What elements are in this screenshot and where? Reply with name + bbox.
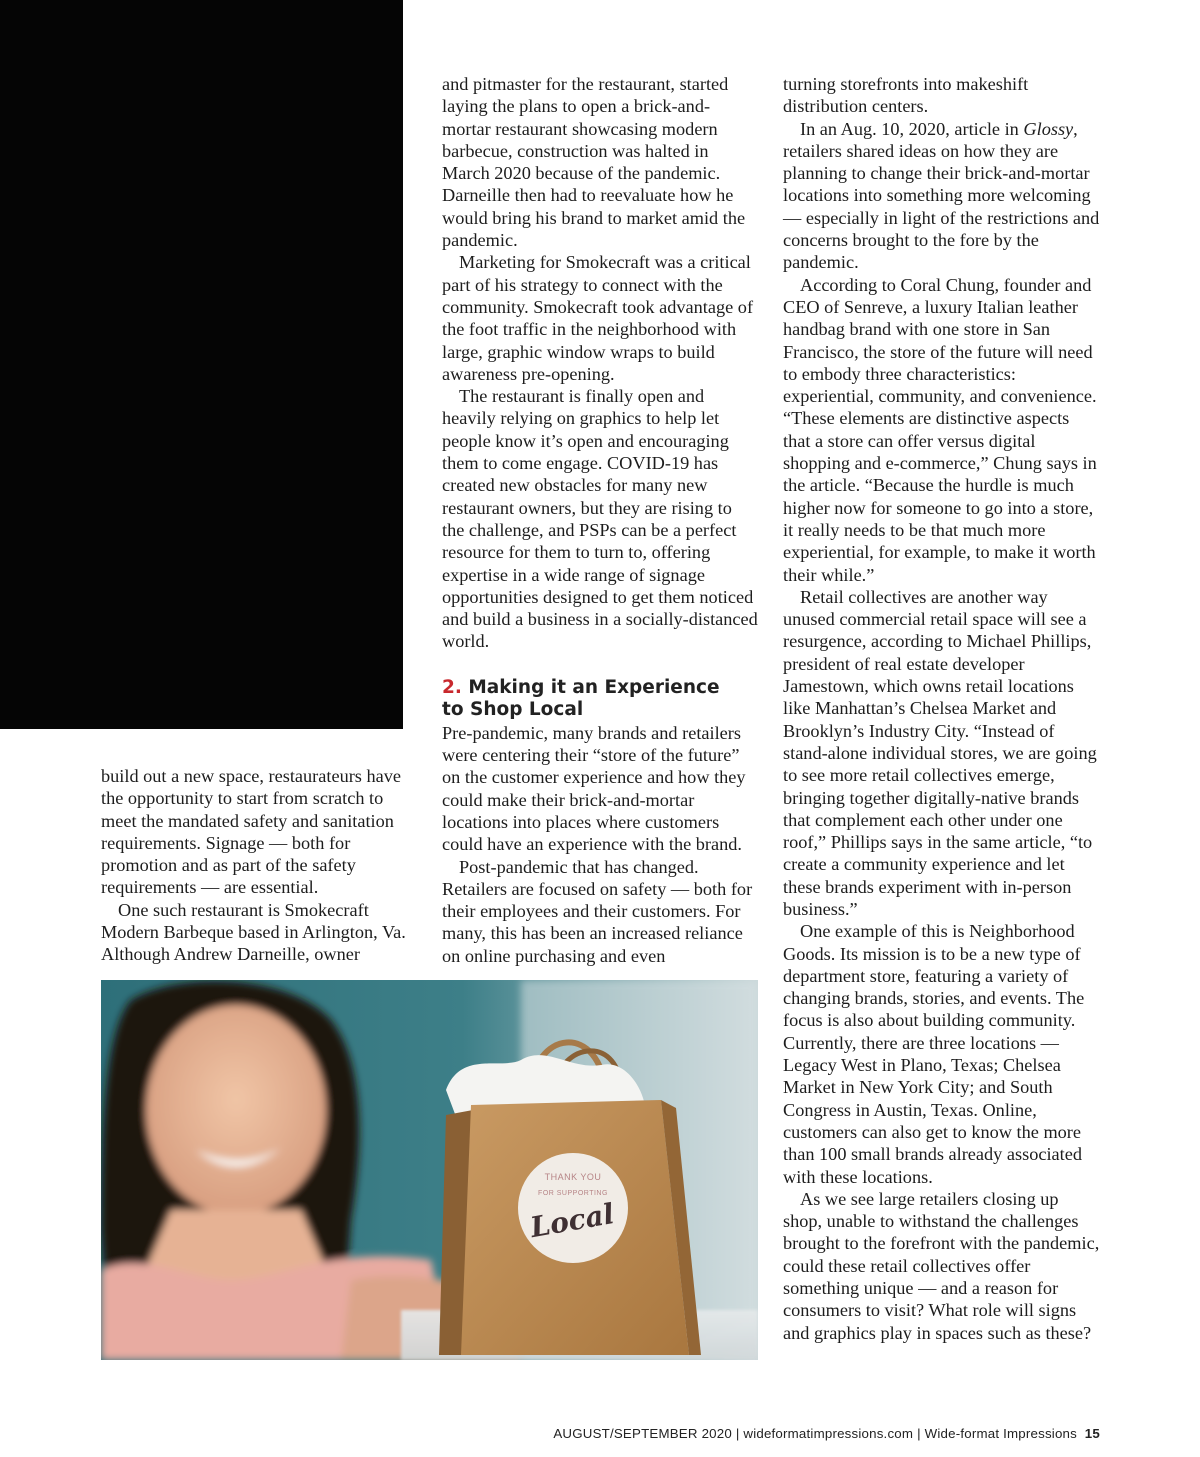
paragraph: Marketing for Smokecraft was a critical part of his strategy to connect with the community. Smokecraft took advantage of the foot traffic in the neighborhood with large, graphic window wraps to build awareness pre-opening. <box>442 252 754 384</box>
paragraph <box>783 118 1101 274</box>
paragraph: According to Coral Chung, founder and CEO of Senreve, a luxury Italian leather handbag brand with one store in San Francisco, the store of the future will need to embody three characteristics: experiential, community, and convenience. “These elements are distinctive aspects that a store can offer versus digital shopping and e-commerce,” Chung says in the article. “Because the hurdle is much higher now for someone to go into a store, it really needs to be that much more experiential, for example, to make it worth their while.” <box>783 274 1097 585</box>
section-heading-line2: to Shop Local <box>442 699 584 721</box>
page-footer <box>520 1426 1100 1441</box>
paragraph: turning storefronts into makeshift distribution centers. <box>783 74 1029 117</box>
publication-name: Glossy <box>1023 118 1074 139</box>
footer-text: AUGUST/SEPTEMBER 2020 | wideformatimpressions.com | Wide-format Impressions <box>553 1426 1077 1441</box>
paragraph: The restaurant is finally open and heavily relying on graphics to help let people know it’s open and encouraging them to come engage. COVID-19 has created new obstacles for many new restaurant owners, but they are rising to the challenge, and PSPs can be a perfect resource for them to turn to, offering expertise in a wide range of signage opportunities designed to get them noticed and build a business in a socially-distanced world. <box>442 386 758 652</box>
paragraph: As we see large retailers closing up shop, unable to withstand the challenges brought to the forefront with the pandemic, could these retail collectives offer something unique — and a reason for consumers to visit? What role will signs and graphics play in spaces such as these? <box>783 1188 1100 1343</box>
sticker-line1: THANK YOU <box>544 1172 602 1182</box>
column-left <box>101 765 413 966</box>
paragraph: Retail collectives are another way unused commercial retail space will see a resurgence, according to Michael Phillips, president of real estate developer Jamestown, which owns retail locations like Manhattan’s Chelsea Market and Brooklyn’s Industry City. “Instead of stand-alone individual stores, we are going to see more retail collectives emerge, bringing together digitally-native brands that complement each other under one roof,” Phillips says in the same article, “to create a community experience and let these brands experiment with in-person business.” <box>783 586 1097 919</box>
column-right <box>783 73 1101 1344</box>
black-image-block <box>0 0 403 729</box>
sticker-line2: FOR SUPPORTING <box>538 1190 608 1197</box>
paragraph: Post-pandemic that has changed. Retailers are focused on safety — both for their employees and their customers. For many, this has been an increased reliance on online purchasing and even <box>442 856 753 966</box>
paragraph: and pitmaster for the restaurant, started laying the plans to open a brick-and-mortar restaurant showcasing modern barbecue, construction was halted in March 2020 because of the pandemic. Darneille then had to reevaluate how he would bring his brand to market amid the pandemic. <box>442 74 746 251</box>
section-heading-line1: Making it an Experience <box>468 676 720 698</box>
paragraph-text: , retailers shared ideas on how they are planning to change their brick-and-mortar locations into something more welcoming — especially in light of the restrictions and concerns brought to the fore by the pandemic. <box>783 118 1100 273</box>
section-heading <box>442 677 758 722</box>
paragraph: build out a new space, restaurateurs have the opportunity to start from scratch to meet the mandated safety and sanitation requirements. Signage — both for promotion and as part of the safety requirements — are essential. <box>101 766 401 898</box>
shopping-bag-photo <box>101 980 758 1360</box>
paragraph: One such restaurant is Smokecraft Modern Barbeque based in Arlington, Va. Although Andrew Darneille, owner <box>101 899 406 965</box>
photo-illustration <box>101 980 758 1360</box>
paragraph: One example of this is Neighborhood Goods. Its mission is to be a new type of department store, featuring a variety of changing brands, stories, and events. The focus is also about building community. Currently, there are three locations — Legacy West in Plano, Texas; Chelsea Market in New York City; and South Congress in Austin, Texas. Online, customers can also get to know the more than 100 small brands already associated with these locations. <box>783 921 1085 1187</box>
paragraph: Pre-pandemic, many brands and retailers were centering their “store of the future” on the customer experience and how they could make their brick-and-mortar locations into places where customers could have an experience with the brand. <box>442 722 746 855</box>
page-number: 15 <box>1084 1426 1100 1441</box>
sticker-line3: Local <box>527 1197 617 1245</box>
column-middle <box>442 73 758 967</box>
section-number: 2. <box>442 676 462 698</box>
paragraph-text: In an Aug. 10, 2020, article in <box>800 118 1024 139</box>
